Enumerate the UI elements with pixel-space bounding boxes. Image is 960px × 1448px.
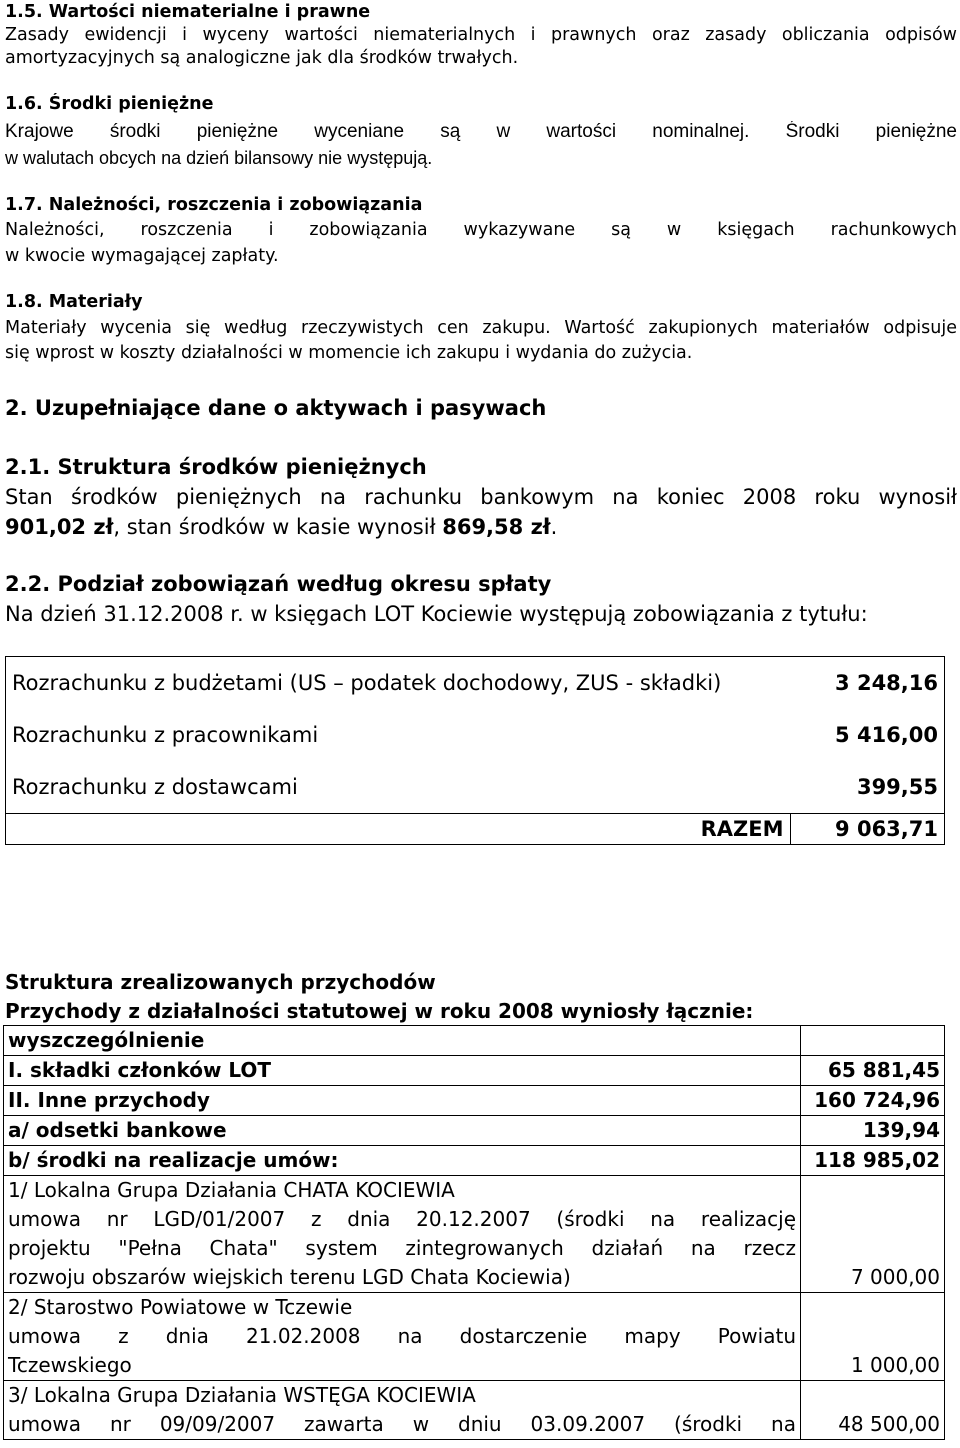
cash-text: , stan środków w kasie wynosił: [113, 515, 443, 539]
agreement-value: 7 000,00: [801, 1176, 945, 1293]
agreement-line: 2/ Starostwo Powiatowe w Tczewie: [8, 1295, 353, 1319]
liability-value: 3 248,16: [790, 657, 945, 710]
agreement-line: 1/ Lokalna Grupa Działania CHATA KOCIEWIA: [8, 1178, 455, 1202]
section-2-2-intro: Na dzień 31.12.2008 r. w księgach LOT Kociewie występują zobowiązania z tytułu:: [5, 602, 868, 626]
agreement-line: rozwoju obszarów wiejskich terenu LGD Chata Kociewia): [8, 1265, 571, 1289]
bank-amount: 901,02 zł: [5, 515, 114, 539]
row-label: I. składki członków LOT: [4, 1056, 801, 1086]
section-1-7-line-1: Należności, roszczenia i zobowiązania wykazywane są w księgach rachunkowych: [5, 220, 957, 240]
section-1-8-line-2: się wprost w koszty działalności w momencie ich zakupu i wydania do zużycia.: [5, 343, 693, 363]
table-row: [4, 1293, 945, 1381]
revenue-table: [3, 1025, 945, 1440]
section-1-8-line-1: Materiały wycenia się według rzeczywistych cen zakupu. Wartość zakupionych materiałów odpisuje: [5, 318, 957, 338]
agreement-line: 3/ Lokalna Grupa Działania WSTĘGA KOCIEWIA: [8, 1383, 476, 1407]
section-1-8-heading: 1.8. Materiały: [5, 292, 143, 312]
agreement-line: projektu "Pełna Chata" system zintegrowanych działań na rzecz: [8, 1236, 796, 1260]
section-2-1-line-2: [5, 513, 957, 541]
table-row: [4, 1381, 945, 1440]
row-value: 160 724,96: [801, 1086, 945, 1116]
section-1-7-line-2: w kwocie wymagającej zapłaty.: [5, 246, 279, 266]
total-value: 9 063,71: [790, 814, 945, 845]
section-1-5-line-2: amortyzacyjnych są analogiczne jak dla środków trwałych.: [5, 48, 519, 68]
table-header-row: [4, 1026, 945, 1056]
row-value: 118 985,02: [801, 1146, 945, 1176]
row-label: II. Inne przychody: [4, 1086, 801, 1116]
line-end: .: [550, 515, 558, 539]
section-1-5-line-1: Zasady ewidencji i wyceny wartości niematerialnych i prawnych oraz zasady obliczania odpisów: [5, 25, 957, 45]
section-1-6-line-1: Krajowe środki pieniężne wyceniane są w wartości nominalnej. Środki pieniężne: [5, 121, 957, 142]
liability-label: Rozrachunku z pracownikami: [6, 709, 791, 761]
section-2-1-heading: 2.1. Struktura środków pieniężnych: [5, 455, 427, 479]
agreement-value: 48 500,00: [801, 1381, 945, 1440]
liability-label: Rozrachunku z dostawcami: [6, 761, 791, 814]
liabilities-table: [5, 656, 945, 845]
row-label: b/ środki na realizacje umów:: [4, 1146, 801, 1176]
section-2-heading: 2. Uzupełniające dane o aktywach i pasywach: [5, 396, 547, 420]
section-1-7-heading: 1.7. Należności, roszczenia i zobowiązania: [5, 195, 423, 215]
table-row: [6, 657, 945, 710]
liability-value: 5 416,00: [790, 709, 945, 761]
agreement-line: umowa nr LGD/01/2007 z dnia 20.12.2007 (środki na realizację: [8, 1207, 796, 1231]
row-value: 139,94: [801, 1116, 945, 1146]
table-row: [4, 1116, 945, 1146]
header-value-cell: [801, 1026, 945, 1056]
total-label: RAZEM: [6, 814, 791, 845]
section-1-6-heading: 1.6. Środki pieniężne: [5, 94, 214, 114]
header-cell: wyszczególnienie: [4, 1026, 801, 1056]
total-row: [6, 814, 945, 845]
agreement-line: Tczewskiego: [8, 1353, 132, 1377]
row-label: a/ odsetki bankowe: [4, 1116, 801, 1146]
liability-label: Rozrachunku z budżetami (US – podatek dochodowy, ZUS - składki): [6, 657, 791, 710]
section-1-5-heading: 1.5. Wartości niematerialne i prawne: [5, 2, 371, 22]
table-row: [6, 709, 945, 761]
table-row: [4, 1146, 945, 1176]
table-row: [6, 761, 945, 814]
revenue-subtitle: Przychody z działalności statutowej w roku 2008 wyniosły łącznie:: [5, 999, 754, 1023]
revenue-title: Struktura zrealizowanych przychodów: [5, 970, 436, 994]
agreement-line: umowa nr 09/09/2007 zawarta w dniu 03.09.2007 (środki na: [8, 1412, 796, 1436]
liability-value: 399,55: [790, 761, 945, 814]
table-row: [4, 1086, 945, 1116]
table-row: [4, 1056, 945, 1086]
section-1-6-line-2: w walutach obcych na dzień bilansowy nie występują.: [5, 148, 433, 168]
agreement-description: [4, 1176, 801, 1293]
agreement-value: 1 000,00: [801, 1293, 945, 1381]
row-value: 65 881,45: [801, 1056, 945, 1086]
agreement-description: [4, 1293, 801, 1381]
agreement-description: [4, 1381, 801, 1440]
section-2-1-line-1: Stan środków pieniężnych na rachunku bankowym na koniec 2008 roku wynosił: [5, 485, 957, 509]
agreement-line: umowa z dnia 21.02.2008 na dostarczenie mapy Powiatu: [8, 1324, 796, 1348]
section-2-2-heading: 2.2. Podział zobowiązań według okresu spłaty: [5, 572, 552, 596]
table-row: [4, 1176, 945, 1293]
cash-amount: 869,58 zł: [442, 515, 551, 539]
